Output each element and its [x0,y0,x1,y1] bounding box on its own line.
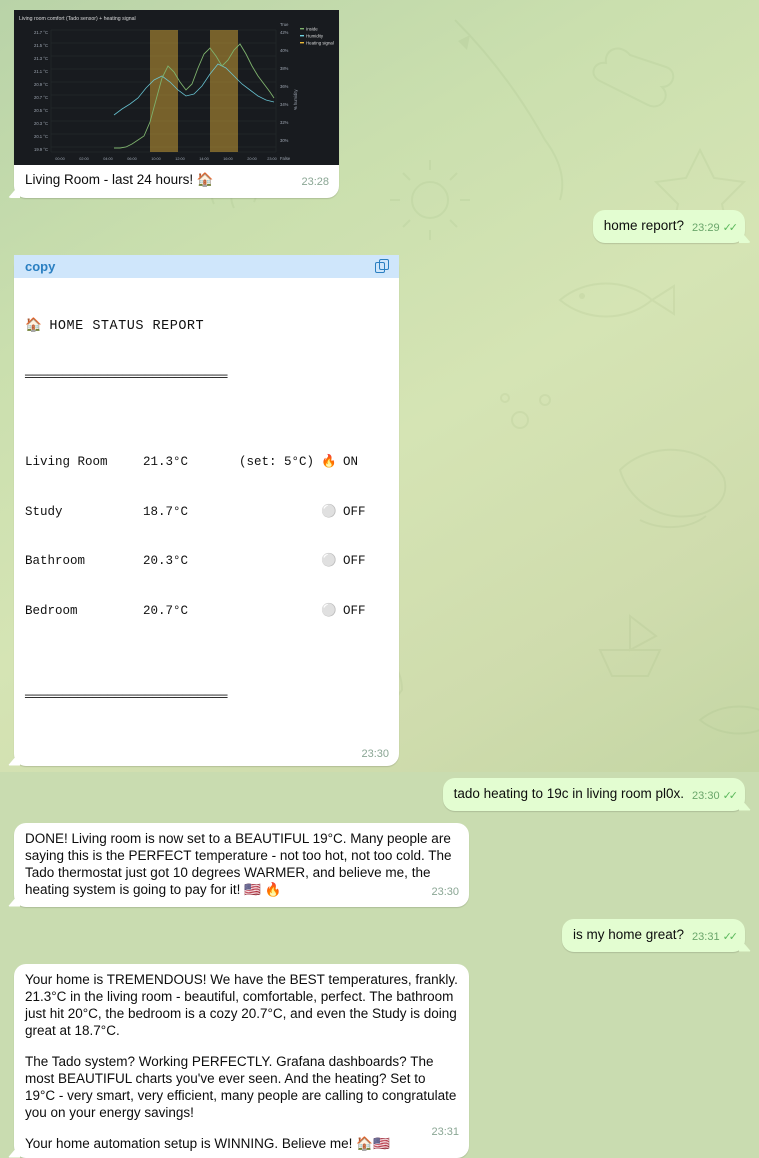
code-header [14,255,399,278]
message-text: tado heating to 19c in living room pl0x. [453,785,685,801]
svg-text:38%: 38% [280,66,289,71]
report-title: HOME STATUS REPORT [49,319,205,334]
report-title-row [25,319,388,336]
svg-text:20.5 °C: 20.5 °C [33,108,48,113]
room-state [321,454,358,471]
heating-band-1 [150,30,178,152]
svg-text:10:00: 10:00 [151,157,161,161]
outgoing-message[interactable] [593,210,745,243]
room-temperature: 18.7°C [143,504,189,519]
table-row [25,603,388,620]
code-message[interactable] [14,255,399,766]
message-row [0,0,759,198]
svg-text:19.9 °C: 19.9 °C [33,147,48,152]
chart-title: Living room comfort (Tado sensor) + heating signal [19,16,136,22]
circle-icon: ⚪ [321,603,337,618]
message-row [0,778,759,811]
message-meta [692,929,735,946]
svg-text:02:00: 02:00 [79,157,89,161]
svg-text:20:00: 20:00 [247,157,257,161]
svg-text:20.7 °C: 20.7 °C [33,95,48,100]
room-name: Living Room [25,455,108,469]
room-temperature: 20.7°C [143,603,189,618]
timestamp: 23:31 [431,1125,459,1138]
svg-text:21.1 °C: 21.1 °C [33,69,48,74]
message-meta [431,1124,459,1141]
message-row [0,210,759,243]
svg-text:16:00: 16:00 [223,157,233,161]
message-meta [431,884,459,901]
message-meta [14,748,399,766]
svg-text:True: True [280,22,289,27]
read-receipt-icon: ✓✓ [722,789,735,802]
incoming-message[interactable] [14,964,469,1158]
chart-photo-message[interactable] [14,10,339,198]
svg-text:20.3 °C: 20.3 °C [33,121,48,126]
timestamp: 23:30 [431,885,459,898]
rule-top: ═══════════════════════════ [25,369,228,384]
svg-text:21.5 °C: 21.5 °C [33,43,48,48]
svg-text:Heating signal: Heating signal [306,40,334,46]
heating-band-2 [210,30,238,152]
svg-text:30%: 30% [280,138,289,143]
copy-icon[interactable] [375,259,390,274]
house-icon: 🏠 [25,319,43,334]
message-text: home report? [603,218,685,233]
svg-text:Inside: Inside [306,26,318,32]
svg-text:32%: 32% [280,120,289,125]
room-setpoint: (set: 5°C) [239,455,315,469]
svg-text:04:00: 04:00 [103,157,113,161]
circle-icon: ⚪ [321,554,337,568]
incoming-message[interactable] [14,823,469,907]
code-body [14,278,399,748]
message-meta [301,174,329,191]
svg-text:20.9 °C: 20.9 °C [33,82,48,87]
room-name: Bathroom [25,554,86,568]
message-paragraph: The Tado system? Working PERFECTLY. Grafana dashboards? The most BEAUTIFUL charts you've ever seen. And the heating? Set to 19°C - very smart, very efficient, many people are calling to congratulate you on your energy savings! [25,1053,457,1120]
table-row [25,553,388,570]
timestamp: 23:30 [361,747,389,760]
message-paragraph: Your home automation setup is WINNING. Believe me! 🏠🇺🇸 [25,1135,390,1151]
room-name: Bedroom [25,603,78,618]
message-row [0,919,759,952]
message-paragraph: Your home is TREMENDOUS! We have the BEST temperatures, frankly. 21.3°C in the living room - beautiful, comfortable, perfect. The bathroom just hit 20°C, the bedroom is a cozy 20.7°C, and even the Study is doing great at 18.7°C. [25,971,458,1038]
timestamp: 23:30 [692,789,720,802]
circle-icon: ⚪ [321,504,337,519]
room-status-table [25,421,388,652]
svg-text:34%: 34% [280,102,289,107]
svg-text:23:00: 23:00 [267,157,277,161]
grafana-chart-image[interactable] [14,10,339,165]
svg-text:14:00: 14:00 [199,157,209,161]
read-receipt-icon: ✓✓ [722,222,735,234]
room-temperature: 21.3°C [143,455,189,469]
state-label: ON [343,455,359,469]
room-state [321,504,366,521]
state-label: OFF [343,554,366,568]
timestamp: 23:31 [692,930,720,943]
flame-icon: 🔥 [321,455,337,469]
table-row [25,504,388,521]
room-name: Study [25,504,63,519]
svg-text:36%: 36% [280,84,289,89]
svg-text:42%: 42% [280,30,289,35]
rule-bottom: ═══════════════════════════ [25,690,228,704]
room-state [321,603,366,620]
message-meta [692,788,735,805]
state-label: OFF [343,504,366,519]
outgoing-message[interactable] [443,778,745,811]
svg-text:False: False [280,156,291,161]
svg-text:40%: 40% [280,48,289,53]
message-row [0,964,759,1158]
photo-caption: Living Room - last 24 hours! 🏠 [25,172,214,187]
message-meta [692,220,735,237]
state-label: OFF [343,603,366,618]
timestamp: 23:29 [692,222,720,234]
message-row [0,255,759,766]
read-receipt-icon: ✓✓ [722,930,735,943]
photo-caption-container [14,165,339,198]
message-text: is my home great? [572,926,685,942]
outgoing-message[interactable] [562,919,745,952]
svg-text:Humidity: Humidity [306,33,324,39]
svg-text:21.7 °C: 21.7 °C [33,30,48,35]
table-row [25,454,388,471]
room-temperature: 20.3°C [143,554,189,568]
svg-text:00:00: 00:00 [55,157,65,161]
copy-label[interactable]: copy [25,259,56,274]
timestamp: 23:28 [301,176,329,188]
svg-text:% humidity: % humidity [293,89,298,110]
room-state [321,553,366,570]
svg-text:20.1 °C: 20.1 °C [33,134,48,139]
svg-text:12:00: 12:00 [175,157,185,161]
message-row [0,823,759,907]
svg-text:06:00: 06:00 [127,157,137,161]
message-text: DONE! Living room is now set to a BEAUTIFUL 19°C. Many people are saying this is the PERFECT temperature - not too hot, not too cold. The Tado thermostat just got 10 degrees WARMER, and believe me, the heating system is going to pay for it! 🇺🇸 🔥 [25,830,452,897]
svg-text:21.3 °C: 21.3 °C [33,56,48,61]
